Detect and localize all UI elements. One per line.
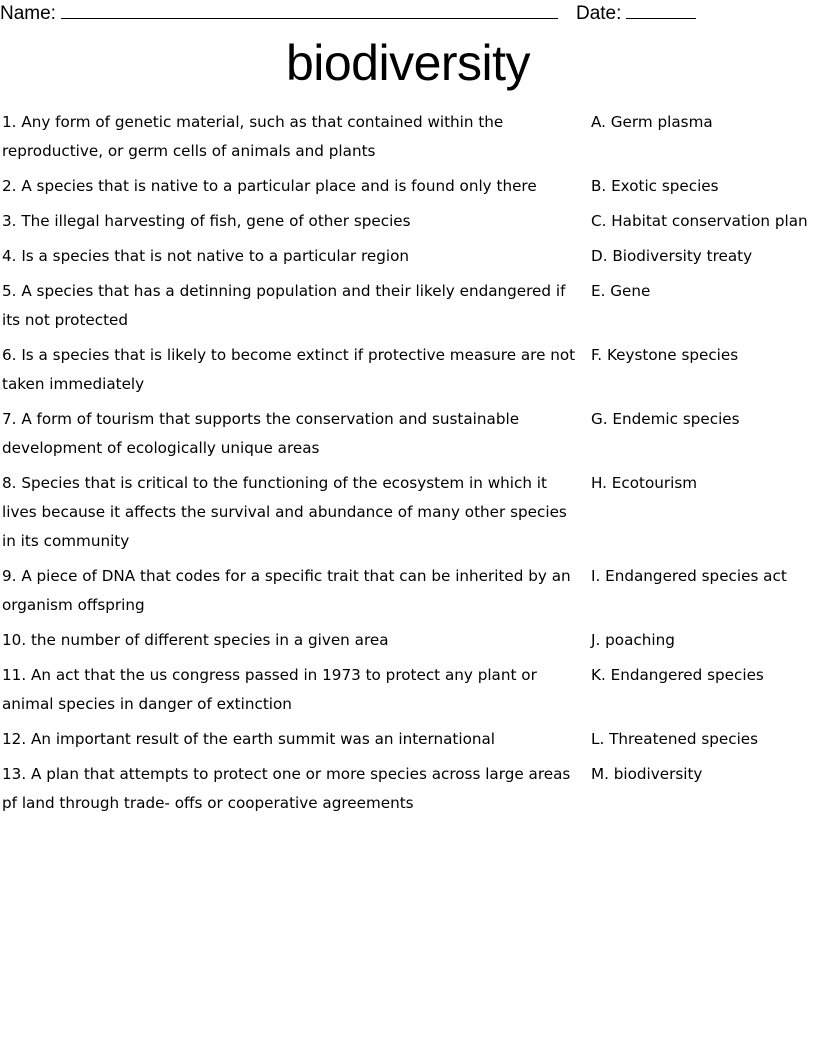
date-label: Date:: [575, 3, 622, 24]
matching-row: [0, 562, 816, 620]
question-text: 13. A plan that attempts to protect one or more species across large areas pf land through trade- offs or cooperative agreements: [2, 765, 571, 812]
matching-row: [0, 661, 816, 719]
question-text: 7. A form of tourism that supports the conservation and sustainable development of ecologically unique areas: [2, 410, 520, 457]
matching-row: [0, 405, 816, 463]
question-text: 9. A piece of DNA that codes for a specific trait that can be inherited by an organism offspring: [2, 567, 571, 614]
matching-row: [0, 242, 816, 271]
answer-option: F. Keystone species: [591, 346, 739, 364]
page-title: biodiversity: [285, 35, 531, 91]
date-input-line[interactable]: [626, 1, 696, 19]
matching-list: [0, 108, 816, 824]
answer-option: J. poaching: [591, 631, 675, 649]
matching-row: [0, 341, 816, 399]
worksheet-header: [0, 0, 816, 28]
matching-row: [0, 626, 816, 655]
question-text: 3. The illegal harvesting of fish, gene of other species: [2, 212, 411, 230]
answer-option: D. Biodiversity treaty: [591, 247, 753, 265]
answer-option: L. Threatened species: [591, 730, 759, 748]
answer-option: G. Endemic species: [591, 410, 740, 428]
matching-row: [0, 108, 816, 166]
name-input-line[interactable]: [61, 1, 558, 19]
question-text: 10. the number of different species in a given area: [2, 631, 389, 649]
question-text: 6. Is a species that is likely to become extinct if protective measure are not taken immediately: [2, 346, 576, 393]
answer-option: C. Habitat conservation plan: [591, 212, 808, 230]
answer-option: A. Germ plasma: [591, 113, 713, 131]
question-text: 1. Any form of genetic material, such as that contained within the reproductive, or germ cells of animals and plants: [2, 113, 504, 160]
matching-row: [0, 725, 816, 754]
matching-row: [0, 760, 816, 818]
question-text: 8. Species that is critical to the functioning of the ecosystem in which it lives because it affects the survival and abundance of many other species in its community: [2, 474, 567, 550]
question-text: 4. Is a species that is not native to a particular region: [2, 247, 409, 265]
name-label: Name:: [0, 3, 56, 24]
matching-row: [0, 207, 816, 236]
answer-option: K. Endangered species: [591, 666, 764, 684]
answer-option: B. Exotic species: [591, 177, 719, 195]
question-text: 5. A species that has a detinning population and their likely endangered if its not protected: [2, 282, 566, 329]
question-text: 12. An important result of the earth summit was an international: [2, 730, 496, 748]
question-text: 11. An act that the us congress passed in 1973 to protect any plant or animal species in danger of extinction: [2, 666, 537, 713]
answer-option: E. Gene: [591, 282, 651, 300]
question-text: 2. A species that is native to a particular place and is found only there: [2, 177, 537, 195]
answer-option: H. Ecotourism: [591, 474, 698, 492]
matching-row: [0, 172, 816, 201]
answer-option: I. Endangered species act: [591, 567, 787, 585]
matching-row: [0, 277, 816, 335]
answer-option: M. biodiversity: [591, 765, 703, 783]
matching-row: [0, 469, 816, 556]
